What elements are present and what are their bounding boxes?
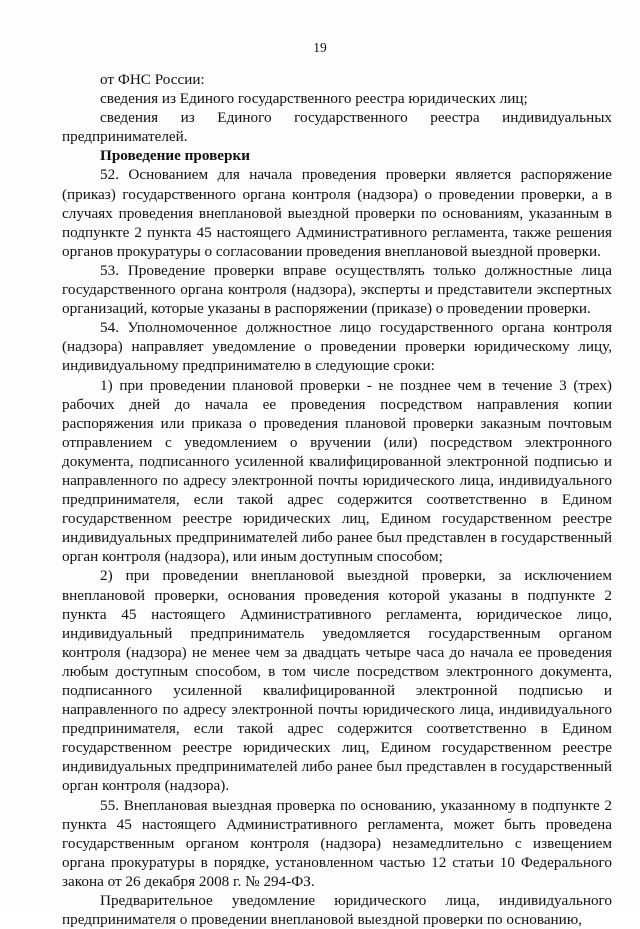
scan-artifact-mark: [566, 851, 594, 869]
paragraph-legal-entities-registry: сведения из Единого государственного реестра юридических лиц;: [100, 90, 528, 108]
paragraph-preliminary-notice: Предварительное уведомление юридического лица, индивидуального предпринимателя о проведении внеплановой выездной проверки по основанию,: [62, 892, 612, 929]
paragraph-fns-source: от ФНС России:: [100, 71, 205, 88]
page-number: 19: [313, 40, 327, 55]
section-heading: Проведение проверки: [100, 147, 250, 165]
paragraph-53: 53. Проведение проверки вправе осуществлять только должностные лица государственного органа контроля (надзора), эксперты и представители экспертных организаций, которые указаны в распоряжении (приказе) о проведении проверки.: [62, 261, 612, 318]
paragraph-52: 52. Основанием для начала проведения проверки является распоряжение (приказ) государственного органа контроля (надзора) о проведении проверки, а в случаях проведения внеплановой выездной проверки по основаниям, указанным в подпункте 2 пункта 45 настоящего Административного регламента, также решения органов прокуратуры о согласовании проведения внеплановой выездной проверки.: [62, 166, 612, 260]
paragraph-entrepreneurs-registry: сведения из Единого государственного реестра индивидуальных предпринимателей.: [62, 109, 612, 146]
document-body: [62, 70, 612, 929]
paragraph-54: 54. Уполномоченное должностное лицо государственного органа контроля (надзора) направляет уведомление о проведении проверки юридическому лицу, индивидуальному предпринимателю в следующие сроки:: [62, 319, 612, 375]
paragraph-55: 55. Внеплановая выездная проверка по основанию, указанному в подпункте 2 пункта 45 настоящего Административного регламента, может быть проведена государственным органом контроля (надзора) незамедлительно с извещением органа прокуратуры в порядке, установленном частью 12 статьи 10 Федерального закона от 26 декабря 2008 г. № 294-ФЗ.: [62, 796, 612, 890]
paragraph-54-item-1: 1) при проведении плановой проверки - не позднее чем в течение 3 (трех) рабочих дней до начала ее проведения посредством направления копии распоряжения или приказа о проведения плановой проверки заказным почтовым отправлением с уведомлением о вручении (или) посредством электронного документа, подписанного усиленной квалифицированной электронной подписью и направленного по адресу электронной почты юридического лица, индивидуального предпринимателя, если такой адрес содержится соответственно в Едином государственном реестре юридических лиц, Едином государственном реестре индивидуальных предпринимателей либо ранее был представлен в государственный орган контроля (надзора), или иным доступным способом;: [62, 376, 612, 566]
paragraph-54-item-2: 2) при проведении внеплановой выездной проверки, за исключением внеплановой проверки, основания проведения которой указаны в подпункте 2 пункта 45 настоящего Административного регламента, юридическое лицо, индивидуальный предприниматель уведомляется государственным органом контроля (надзора) не менее чем за двадцать четыре часа до начала ее проведения любым доступным способом, в том числе посредством электронного документа, подписанного усиленной квалифицированной электронной подписью и направленного по адресу электронной почты юридического лица, индивидуального предпринимателя, если такой адрес содержится соответственно в Едином государственном реестре юридических лиц, Едином государственном реестре индивидуальных предпринимателей либо ранее был представлен в государственный орган контроля (надзора).: [62, 567, 612, 795]
